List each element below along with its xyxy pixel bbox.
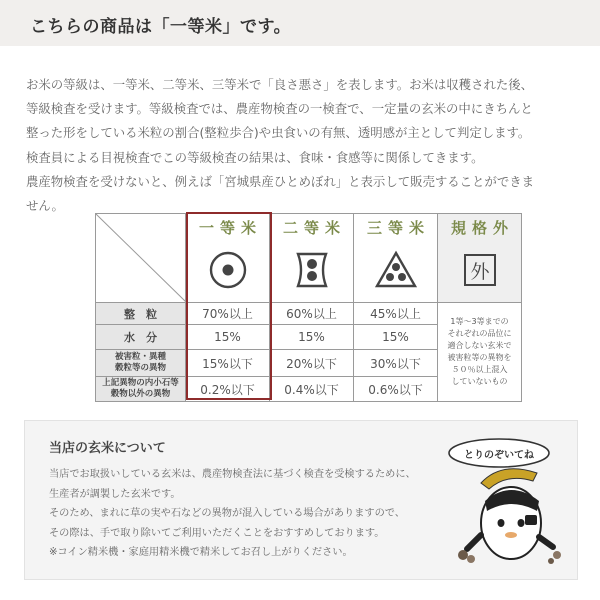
table-cell: 15%以下 <box>186 350 270 377</box>
intro-line: せん。 <box>26 198 64 214</box>
intro-text <box>26 73 576 218</box>
intro-line: 検査員による目視検査でこの等級検査の結果は、食味・食感等に関係してきます。 <box>26 149 484 165</box>
store-body <box>49 465 449 563</box>
table-cell: 30%以下 <box>354 350 438 377</box>
intro-line: 農産物検査を受けないと、例えば「宮城県産ひとめぼれ」と表示して販売することができま <box>26 173 535 189</box>
out-of-grade-note: 1等～3等までの それぞれの品位に 適合しない玄米で 被害粒等の異物を ５０％以上混入 していないもの <box>438 303 522 402</box>
store-title: 当店の玄米について <box>49 441 166 456</box>
out-of-grade-mark-icon <box>460 250 500 290</box>
diagonal-line-icon <box>96 214 186 302</box>
table-cell: 60%以上 <box>270 303 354 325</box>
out-of-grade-glyph: 外 <box>469 260 490 283</box>
intro-line: 整った形をしている米粒の割合(整粒歩合)や虫食いの有無、透明感が主として判定します。 <box>26 125 531 141</box>
table-cell: 15% <box>186 325 270 350</box>
store-line: その際は、手で取り除いてご利用いただくことをおすすめしております。 <box>49 527 385 539</box>
store-line: 当店でお取扱いしている玄米は、農産物検査法に基づく検査を受検するために、 <box>49 469 416 480</box>
store-info-box <box>24 420 578 580</box>
row-label: 被害粒・異種 穀粒等の異物 <box>96 350 186 377</box>
row-label: 水 分 <box>96 325 186 350</box>
table-cell: 45%以上 <box>354 303 438 325</box>
grade-header-1 <box>186 214 270 303</box>
mascot-speech-text: とりのぞいてね <box>464 450 534 461</box>
store-line: ※コイン精米機・家庭用精米機で精米してお召し上がりください。 <box>49 547 353 559</box>
page-title: こちらの商品は「一等米」です。 <box>30 17 292 37</box>
grade3-mark-icon <box>374 250 418 290</box>
table-cell: 15% <box>270 325 354 350</box>
page-header <box>0 0 600 46</box>
samurai-mascot-icon <box>441 431 571 571</box>
store-line: そのため、まれに草の実や石などの異物が混入している場合がありますので、 <box>49 508 405 520</box>
table-cell: 15% <box>354 325 438 350</box>
table-cell: 0.4%以下 <box>270 377 354 402</box>
intro-line: お米の等級は、一等米、二等米、三等米で「良さ悪さ」を表します。お米は収穫された後、 <box>26 77 534 92</box>
row-label: 上記異物の内小石等 穀物以外の異物 <box>96 377 186 402</box>
grade-header-3 <box>354 214 438 303</box>
table-cell: 0.6%以下 <box>354 377 438 402</box>
store-line: 生産者が調製した玄米です。 <box>49 488 181 500</box>
grade-name: 二等米 <box>282 218 346 237</box>
intro-line: 等級検査を受けます。等級検査では、農産物検査の一検査で、一定量の玄米の中にきちんと <box>26 101 533 117</box>
grade-name: 三等米 <box>366 218 430 237</box>
grade-name: 一等米 <box>198 218 262 237</box>
grade-header-2 <box>270 214 354 303</box>
table-cell: 70%以上 <box>186 303 270 325</box>
diagonal-header-cell <box>96 214 186 303</box>
grade-table <box>95 213 522 402</box>
grade1-mark-icon <box>208 250 248 290</box>
grade-header-4 <box>438 214 522 303</box>
grade2-mark-icon <box>292 250 332 290</box>
table-cell: 0.2%以下 <box>186 377 270 402</box>
table-cell: 20%以下 <box>270 350 354 377</box>
grade-name: 規格外 <box>450 218 514 237</box>
row-label: 整 粒 <box>96 303 186 325</box>
